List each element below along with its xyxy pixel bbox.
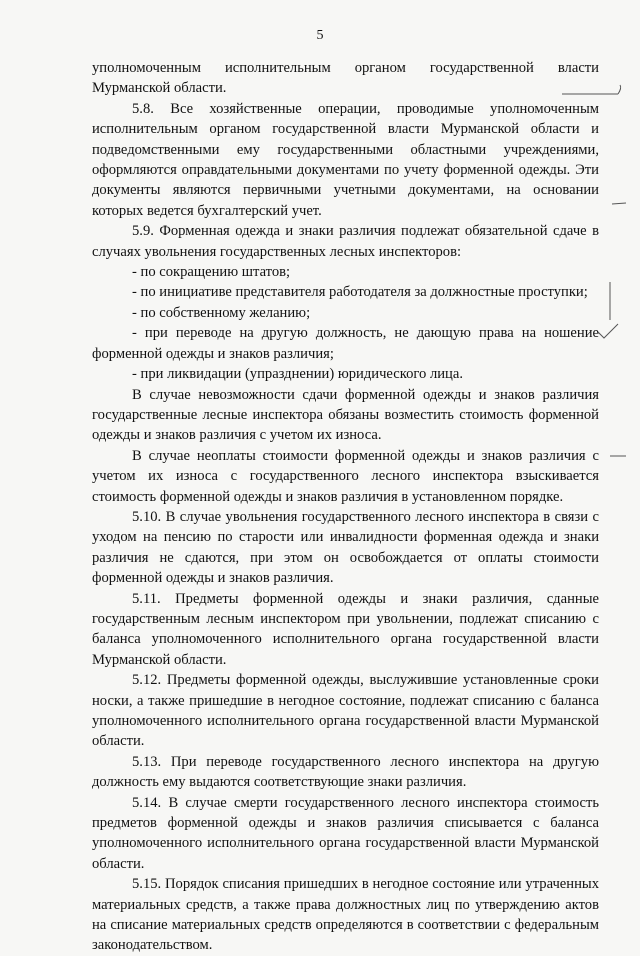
paragraph-5-15: 5.15. Порядок списания пришедших в негодное состояние или утраченных материальных средств, а также права должностных лиц по утверждению актов на списание материальных средств определяются в соответствии с федеральным законодательством. bbox=[92, 876, 599, 954]
list-item-transfer: - при переводе на другую должность, не дающую права на ношение форменной одежды и знаков различия; bbox=[92, 325, 599, 362]
paragraph-compensation: В случае невозможности сдачи форменной одежды и знаков различия государственные лесные инспектора обязаны возместить стоимость форменной одежды и знаков различия с учетом их износа. bbox=[92, 386, 599, 444]
paragraph-5-12: 5.12. Предметы форменной одежды, выслужившие установленные сроки носки, а также пришедшие в негодное состояние, подлежат списанию с баланса уполномоченного исполнительного органа государственной власти Мурманской области. bbox=[92, 672, 599, 750]
list-item-staff-reduction: - по сокращению штатов; bbox=[132, 264, 291, 281]
margin-mark-check bbox=[596, 322, 624, 342]
paragraph-5-8: 5.8. Все хозяйственные операции, проводимые уполномоченным исполнительным органом государственной власти Мурманской области и подведомственными ему государственными областными учреждениями, оформляются оправдательными документами по учету форменной одежды. Эти документы являются первичными учетными документами, на основании которых ведется бухгалтерский учет. bbox=[92, 100, 599, 219]
paragraph-5-10: 5.10. В случае увольнения государственного лесного инспектора в связи с уходом на пенсию по старости или инвалидности форменная одежда и знаки различия не сдаются, при этом он освобождается от оплаты стоимости форменной одежды и знаков различия. bbox=[92, 508, 599, 587]
document-body bbox=[92, 58, 599, 956]
list-item-employer-initiative: - по инициативе представителя работодателя за должностные проступки; bbox=[132, 284, 588, 301]
page-number: 5 bbox=[316, 28, 324, 43]
margin-mark-underline bbox=[560, 84, 630, 100]
list-item-liquidation: - при ликвидации (упразднении) юридического лица. bbox=[132, 366, 463, 383]
paragraph-non-payment: В случае неоплаты стоимости форменной одежды и знаков различия с учетом их износа с государственного лесного инспектора взыскивается стоимость форменной одежды и знаков различия в установленном порядке. bbox=[92, 447, 599, 505]
list-item-own-will: - по собственному желанию; bbox=[132, 304, 311, 321]
paragraph-continuation: уполномоченным исполнительным органом государственной власти Мурманской области. bbox=[92, 60, 599, 97]
margin-mark-bracket bbox=[600, 280, 620, 324]
paragraph-5-11: 5.11. Предметы форменной одежды и знаки различия, сданные государственным лесным инспектором при увольнении, подлежат списанию с баланса уполномоченного исполнительного органа государственной власти Мурманской области. bbox=[92, 590, 599, 668]
paragraph-5-13: 5.13. При переводе государственного лесного инспектора на другую должность ему выдаются соответствующие знаки различия. bbox=[92, 753, 599, 791]
paragraph-5-9: 5.9. Форменная одежда и знаки различия подлежат обязательной сдаче в случаях увольнения государственных лесных инспекторов: bbox=[92, 223, 599, 260]
paragraph-5-14: 5.14. В случае смерти государственного лесного инспектора стоимость предметов форменной одежды и знаков различия списывается с баланса уполномоченного исполнительного органа государственной власти Мурманской области. bbox=[92, 794, 599, 872]
margin-mark-dash bbox=[610, 200, 630, 208]
margin-mark-dash-lower bbox=[608, 452, 630, 460]
